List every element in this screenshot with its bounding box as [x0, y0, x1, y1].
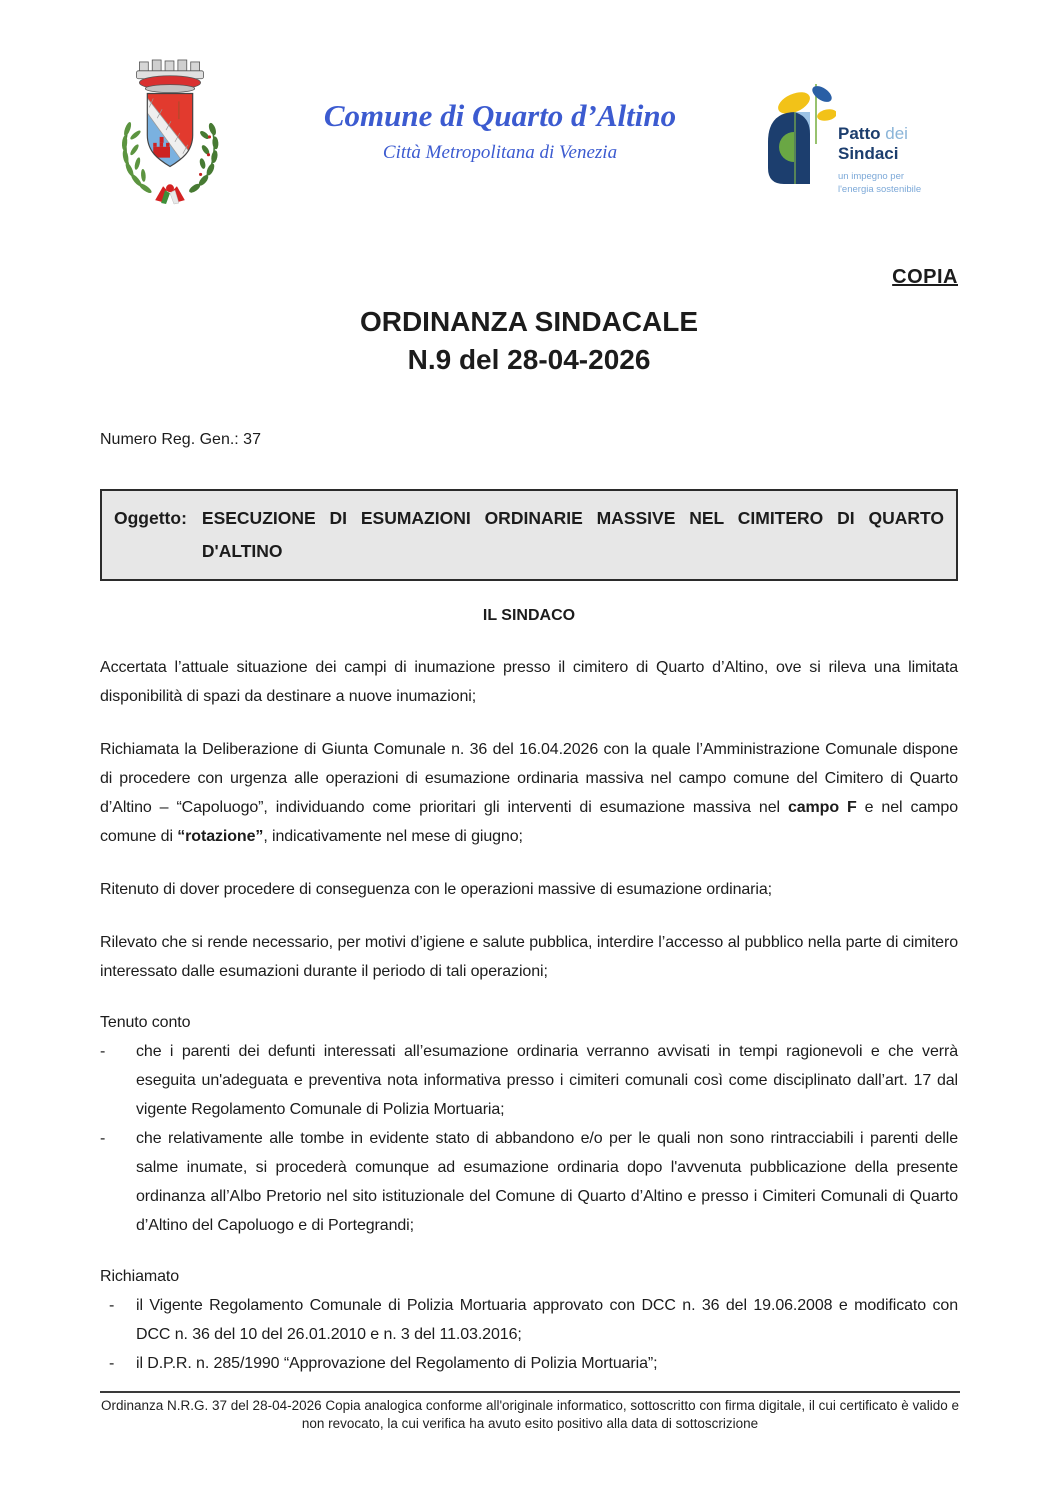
heading-richiamato: Richiamato — [100, 1268, 180, 1285]
comune-subtitle: Città Metropolitana di Venezia — [382, 142, 618, 163]
ordinance-title-line2: N.9 del 28-04-2026 — [407, 344, 651, 375]
patto-word-patto: Patto — [838, 124, 881, 143]
footer-certification-text: Ordinanza N.R.G. 37 del 28-04-2026 Copia analogica conforme all'originale informatico, sottoscritto con firma digitale, il cui certificato è valido e non revocato, la cui verifica ha avuto esito positivo alla data di sottoscrizione — [100, 1398, 959, 1431]
richiamata-bold-campo-f: campo F — [787, 799, 857, 816]
ordinance-title — [100, 303, 958, 379]
paragraph-rilevato: Rilevato che si rende necessario, per motivi d’igiene e salute pubblica, interdire l’accesso al pubblico nella parte di cimitero interessato dalle esumazioni durante il periodo di tali operazioni; — [100, 934, 958, 980]
richiamata-post: , indicativamente nel mese di giugno; — [263, 828, 523, 845]
list-item — [100, 1037, 958, 1124]
paragraph-ritenuto: Ritenuto di dover procedere di conseguenza con le operazioni massive di esumazione ordinaria; — [100, 881, 772, 898]
ordinance-title-line1: ORDINANZA SINDACALE — [359, 306, 699, 337]
comune-title: Comune di Quarto d’Altino — [323, 98, 677, 133]
richiamato-item-1: il Vigente Regolamento Comunale di Polizia Mortuaria approvato con DCC n. 36 del 19.06.2008 e modificato con DCC n. 36 del 10 del 26.01.2010 e n. 3 del 11.03.2016; — [136, 1297, 958, 1343]
paragraph-accertata: Accertata l’attuale situazione dei campi di inumazione presso il cimitero di Quarto d’Altino, ove si rileva una limitata disponibilità di spazi da destinare a nuove inumazioni; — [100, 659, 958, 705]
list-item — [100, 1291, 958, 1349]
list-dash-marker: - — [100, 1043, 106, 1060]
subject-label: Oggetto: — [114, 508, 187, 528]
tenuto-conto-item-1: che i parenti dei defunti interessati all’esumazione ordinaria verranno avvisati in tempi ragionevoli e che verrà eseguita un'adeguata e preventiva nota informativa presso i cimiteri comunali così come disciplinato dall’art. 17 dal vigente Regolamento Comunale di Polizia Mortuaria; — [136, 1043, 958, 1118]
registry-number: Numero Reg. Gen.: 37 — [100, 431, 261, 448]
list-dash-marker: - — [109, 1297, 115, 1314]
heading-tenuto-conto: Tenuto conto — [100, 1014, 191, 1031]
patto-name-line2: Sindaci — [838, 144, 899, 163]
page-footer — [100, 1391, 960, 1433]
list-item — [100, 1349, 958, 1378]
patto-word-dei: dei — [885, 124, 908, 143]
richiamata-mid: e nel campo comune di — [100, 799, 958, 845]
list-dash-marker: - — [100, 1130, 106, 1147]
list-item — [100, 1124, 958, 1240]
subject-box — [100, 489, 958, 581]
richiamata-bold-rotazione: “rotazione” — [177, 828, 264, 845]
paragraph-richiamata — [100, 735, 958, 851]
list-dash-marker: - — [109, 1355, 115, 1372]
copy-label: COPIA — [892, 266, 958, 288]
patto-tagline-line2: l'energia sostenibile — [838, 184, 922, 195]
footer-divider — [100, 1391, 960, 1393]
tenuto-conto-item-2: che relativamente alle tombe in evidente stato di abbandono e/o per le quali non sono rintracciabili i parenti delle salme inumate, si procederà comunque ad esumazione ordinaria dopo l'avvenuta pubblicazione della presente ordinanza all’Albo Pretorio nel sito istituzionale del Comune di Quarto d’Altino e presso i Cimiteri Comunali di Quarto d’Altino del Capoluogo e di Portegrandi; — [136, 1130, 958, 1234]
section-heading-il-sindaco: IL SINDACO — [482, 607, 576, 624]
richiamato-item-2: il D.P.R. n. 285/1990 “Approvazione del Regolamento di Polizia Mortuaria”; — [136, 1355, 658, 1372]
patto-tagline-line1: un impegno per — [838, 171, 905, 182]
richiamata-pre: Richiamata la Deliberazione di Giunta Comunale n. 36 del 16.04.2026 con la quale l’Amministrazione Comunale dispone di procedere con urgenza alle operazioni di esumazione ordinaria massiva nel campo comune del Cimitero di Quarto d’Altino – “Capoluogo”, individuando come prioritari gli interventi di esumazione massiva nel — [100, 741, 958, 816]
subject-text: ESECUZIONE DI ESUMAZIONI ORDINARIE MASSIVE NEL CIMITERO DI QUARTO D'ALTINO — [201, 508, 944, 561]
